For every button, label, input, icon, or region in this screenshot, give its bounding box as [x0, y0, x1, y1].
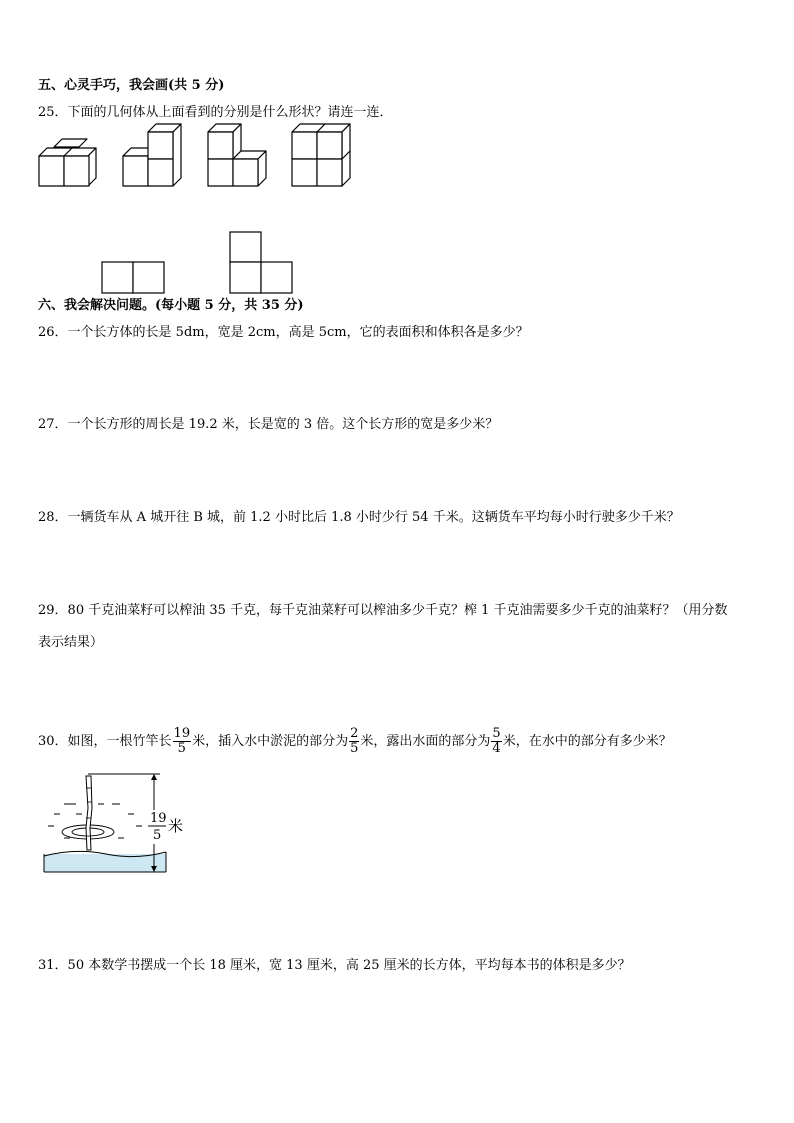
top-view-2	[230, 232, 292, 293]
fraction-denominator: 4	[492, 741, 501, 756]
question-25: 25．下面的几何体从上面看到的分别是什么形状？请连一连．	[38, 105, 393, 120]
bamboo-pole-figure	[36, 768, 196, 878]
question-31: 31．50 本数学书摆成一个长 18 厘米，宽 13 厘米，高 25 厘米的长方体，平均每本书的体积是多少？	[38, 958, 631, 973]
question-29-line1: 29．80 千克油菜籽可以榨油 35 千克，每千克油菜籽可以榨油多少千克？榨 1 千克油需要多少千克的油菜籽？（用分数	[38, 603, 728, 618]
water-bottom	[44, 854, 166, 872]
question-29-line2: 表示结果）	[38, 635, 104, 650]
fraction-denominator: 5	[350, 741, 359, 756]
top-view-1	[102, 262, 164, 293]
solid-figure-2	[123, 124, 181, 186]
solid-figure-1	[39, 139, 96, 186]
fraction-numerator: 19	[173, 726, 191, 741]
question-28: 28．一辆货车从 A 城开往 B 城，前 1.2 小时比后 1.8 小时少行 54 千米。这辆货车平均每小时行驶多少千米？	[38, 510, 680, 525]
pole-length-unit: 米	[168, 817, 184, 835]
section5-title: 五、心灵手巧，我会画(共 5 分)	[38, 78, 225, 93]
fraction-5-4	[491, 727, 501, 756]
fraction-2-5	[349, 727, 359, 756]
cube-figures	[30, 120, 360, 195]
question-30	[38, 722, 672, 762]
fraction-numerator: 2	[350, 726, 359, 741]
question-26: 26．一个长方体的长是 5dm，宽是 2cm，高是 5cm，它的表面积和体积各是多少？	[38, 325, 529, 340]
top-view-shapes	[100, 230, 300, 296]
q30-text-2: 米，插入水中淤泥的部分为	[192, 734, 349, 749]
q30-text-1: 30．如图，一根竹竿长	[38, 734, 172, 749]
fraction-numerator: 5	[492, 726, 501, 741]
q30-text-4: 米，在水中的部分有多少米？	[502, 734, 672, 749]
q30-text-3: 米，露出水面的部分为	[360, 734, 491, 749]
solid-figure-4	[292, 124, 350, 186]
section6-title: 六、我会解决问题。(每小题 5 分，共 35 分)	[38, 298, 304, 313]
fraction-denominator: 5	[177, 741, 186, 756]
pole-length-denominator: 5	[153, 828, 162, 843]
fraction-19-5	[173, 727, 192, 756]
question-27: 27．一个长方形的周长是 19.2 米，长是宽的 3 倍。这个长方形的宽是多少米？	[38, 417, 499, 432]
pole-length-numerator: 19	[150, 811, 167, 826]
solid-figure-3	[208, 124, 266, 186]
